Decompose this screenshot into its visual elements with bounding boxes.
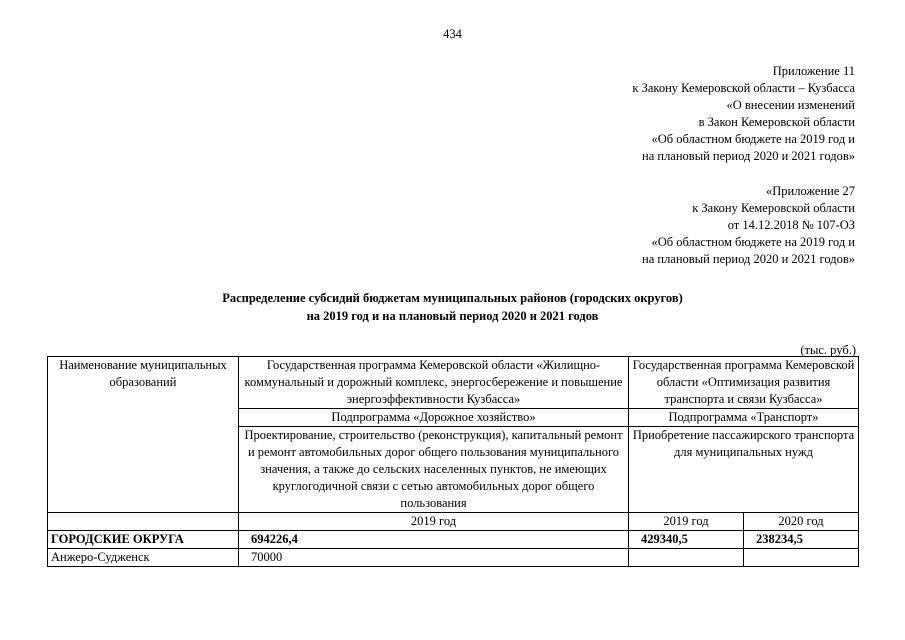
header-year-1: 2019 год [239,513,629,531]
appendix-line: «Об областном бюджете на 2019 год и [651,132,855,146]
page-number: 434 [443,27,462,41]
title-line-1: Распределение субсидий бюджетам муниципальных районов (городских округов) [222,291,683,305]
header-municipality: Наименование муниципальных образований [48,357,239,513]
appendix-line: от 14.12.2018 № 107-ОЗ [727,218,855,232]
appendix-line: на плановый период 2020 и 2021 годов» [642,252,855,266]
header-purpose-2: Приобретение пассажирского транспорта для муниципальных нужд [629,427,859,513]
row-value-1: 70000 [239,549,629,567]
appendix-line: «Об областном бюджете на 2019 год и [651,235,855,249]
header-program-1: Государственная программа Кемеровской области «Жилищно-коммунальный и дорожный комплекс, энергосбережение и повышение энергоэффективности Кузбасса» [239,357,629,409]
appendix-header-11 [632,63,855,165]
header-subprogram-2: Подпрограмма «Транспорт» [629,409,859,427]
header-program-2: Государственная программа Кемеровской области «Оптимизация развития транспорта и связи Кузбасса» [629,357,859,409]
header-row-programs [48,357,859,409]
appendix-header-27 [642,183,855,268]
header-year-blank [48,513,239,531]
unit-label: (тыс. руб.) [800,343,856,357]
row-value-2: 429340,5 [629,531,744,549]
appendix-line: «О внесении изменений [726,98,855,112]
header-year-3: 2020 год [744,513,859,531]
document-title [0,289,905,325]
header-row-years [48,513,859,531]
row-value-2 [629,549,744,567]
subsidy-table [47,356,859,567]
appendix-line: Приложение 11 [772,64,855,78]
appendix-line: на плановый период 2020 и 2021 годов» [642,149,855,163]
appendix-line: к Закону Кемеровской области – Кузбасса [632,81,855,95]
header-subprogram-1: Подпрограмма «Дорожное хозяйство» [239,409,629,427]
table-row [48,549,859,567]
row-value-1: 694226,4 [239,531,629,549]
header-year-2: 2019 год [629,513,744,531]
appendix-line: «Приложение 27 [766,184,855,198]
row-name: Анжеро-Судженск [48,549,239,567]
appendix-line: к Закону Кемеровской области [692,201,855,215]
table-row [48,531,859,549]
row-value-3 [744,549,859,567]
appendix-line: в Закон Кемеровской области [698,115,855,129]
header-purpose-1: Проектирование, строительство (реконструкция), капитальный ремонт и ремонт автомобильных дорог общего пользования муниципального значения, а также до сельских населенных пунктов, не имеющих круглогодичной связи с сетью автомобильных дорог общего пользования [239,427,629,513]
row-value-3: 238234,5 [744,531,859,549]
title-line-2: на 2019 год и на плановый период 2020 и 2021 годов [306,309,599,323]
row-name: ГОРОДСКИЕ ОКРУГА [48,531,239,549]
